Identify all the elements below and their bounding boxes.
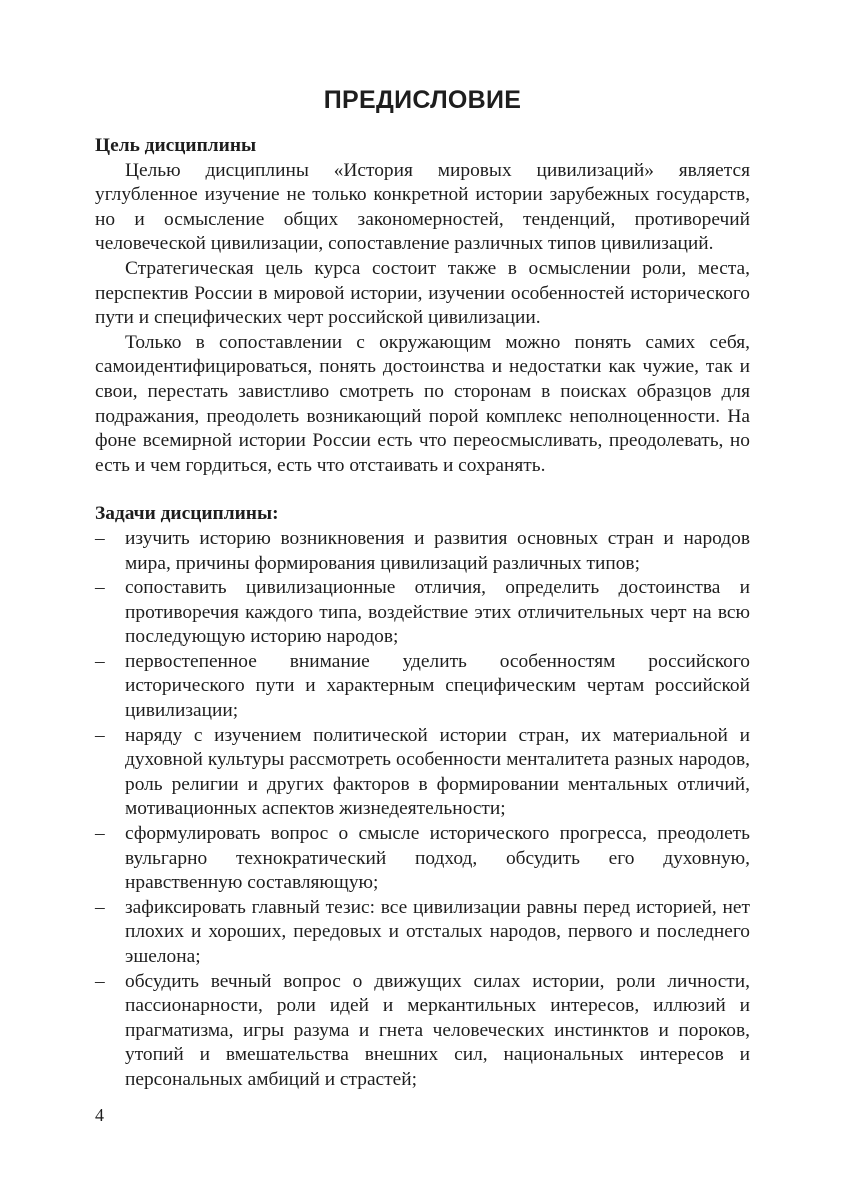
tasks-section (95, 502, 750, 1092)
list-item-text: первостепенное внимание уделить особенностям российского исторического пути и характерным специфическим чертам российской цивилизации; (125, 650, 750, 722)
dash-bullet: – (95, 650, 105, 672)
list-item-text: сформулировать вопрос о смысле исторического прогресса, преодолеть вульгарно технократический подход, обсудить его духовную, нравственную составляющую; (125, 823, 750, 894)
section-spacer (95, 478, 750, 502)
list-item-text: сопоставить цивилизационные отличия, определить достоинства и противоречия каждого типа, воздействие этих отличительных черт на всю последующую историю народов; (125, 577, 750, 648)
goal-heading: Цель дисциплины (95, 135, 257, 156)
list-item-text: наряду с изучением политической истории стран, их материальной и духовной культуры рассмотреть особенности менталитета разных народов, роль религии и других факторов в формировании ментальных отличий, мотивационных аспектов жизнедеятельности; (125, 724, 750, 820)
dash-bullet: – (95, 823, 105, 845)
list-item (95, 650, 750, 724)
list-item-text: обсудить вечный вопрос о движущих силах истории, роли личности, пассионарности, роли идей и меркантильных интересов, иллюзий и прагматизма, игры разума и гнета человеческих инстинктов и пороков, утопий и вмешательства внешних сил, национальных интересов и персональных амбиций и страстей; (125, 970, 750, 1090)
list-item (95, 822, 750, 896)
dash-bullet: – (95, 527, 105, 549)
list-item (95, 970, 750, 1093)
list-item-text: изучить историю возникновения и развития основных стран и народов мира, причины формирования цивилизаций различных типов; (125, 527, 750, 574)
dash-bullet: – (95, 577, 105, 599)
goal-paragraph: Только в сопоставлении с окружающим можно понять самих себя, самоидентифицироваться, понять достоинства и недостатки как чужие, так и свои, перестать завистливо смотреть по сторонам в поисках образцов для подражания, преодолеть возникающий порой комплекс неполноценности. На фоне всемирной истории России есть что переосмысливать, преодолевать, но есть и чем гордиться, есть что отстаивать и сохранять. (95, 331, 750, 476)
goal-paragraph: Целью дисциплины «История мировых цивилизаций» является углубленное изучение не только конкретной истории зарубежных государств, но и осмысление общих закономерностей, тенденций, противоречий человеческой цивилизации, сопоставление различных типов цивилизаций. (95, 159, 750, 255)
page-number: 4 (95, 1105, 104, 1125)
list-item (95, 576, 750, 650)
list-item (95, 527, 750, 576)
tasks-list (95, 527, 750, 1093)
goal-paragraph: Стратегическая цель курса состоит также в осмыслении роли, места, перспектив России в мировой истории, изучении особенностей исторического пути и специфических черт российской цивилизации. (95, 257, 750, 329)
dash-bullet: – (95, 896, 105, 918)
dash-bullet: – (95, 724, 105, 746)
dash-bullet: – (95, 970, 105, 992)
page-body (95, 84, 750, 1093)
tasks-heading: Задачи дисциплины: (95, 503, 279, 525)
list-item (95, 896, 750, 970)
list-item (95, 724, 750, 822)
list-item-text: зафиксировать главный тезис: все цивилизации равны перед историей, нет плохих и хороших, передовых и отсталых народов, первого и последнего эшелона; (125, 896, 750, 967)
page-title: ПРЕДИСЛОВИЕ (323, 86, 522, 114)
goal-section (95, 134, 750, 478)
